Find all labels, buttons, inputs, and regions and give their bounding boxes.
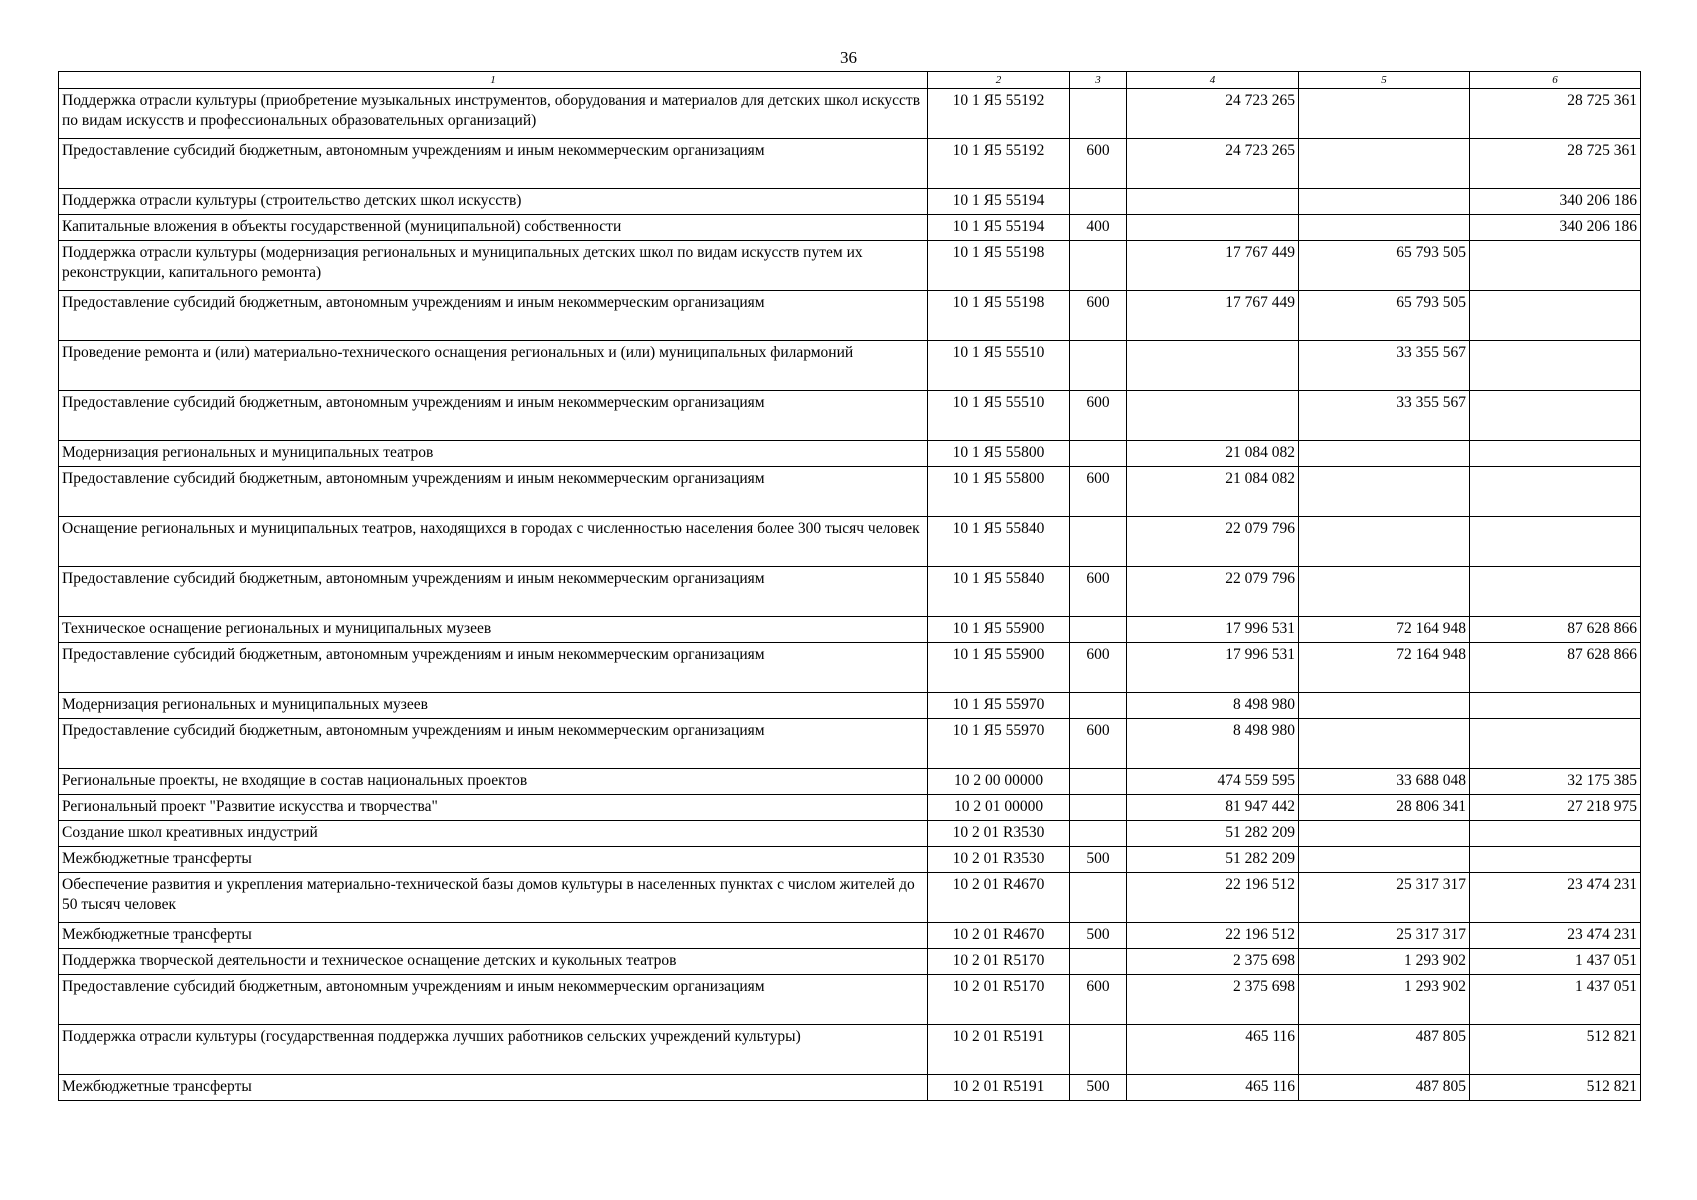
row-amount-3: 23 474 231 bbox=[1470, 923, 1641, 949]
row-name: Межбюджетные трансферты bbox=[59, 1075, 928, 1101]
row-name: Предоставление субсидий бюджетным, автономным учреждениям и иным некоммерческим организациям bbox=[59, 975, 928, 1025]
row-amount-3: 27 218 975 bbox=[1470, 795, 1641, 821]
row-amount-3: 512 821 bbox=[1470, 1075, 1641, 1101]
table-row bbox=[59, 1075, 1641, 1101]
row-code: 10 2 01 R3530 bbox=[928, 847, 1070, 873]
table-row bbox=[59, 189, 1641, 215]
table-row bbox=[59, 391, 1641, 441]
column-header-name: 1 bbox=[59, 72, 928, 89]
row-amount-2 bbox=[1299, 517, 1470, 567]
row-code: 10 1 Я5 55970 bbox=[928, 719, 1070, 769]
row-code: 10 1 Я5 55198 bbox=[928, 241, 1070, 291]
header-row bbox=[59, 72, 1641, 89]
row-amount-2: 65 793 505 bbox=[1299, 241, 1470, 291]
budget-table bbox=[58, 71, 1641, 1101]
row-name: Предоставление субсидий бюджетным, автономным учреждениям и иным некоммерческим организациям bbox=[59, 291, 928, 341]
row-amount-1: 24 723 265 bbox=[1127, 89, 1299, 139]
table-row bbox=[59, 821, 1641, 847]
column-header-amount-2: 5 bbox=[1299, 72, 1470, 89]
table-row bbox=[59, 769, 1641, 795]
row-amount-1: 2 375 698 bbox=[1127, 975, 1299, 1025]
row-amount-3: 1 437 051 bbox=[1470, 949, 1641, 975]
row-amount-1: 8 498 980 bbox=[1127, 719, 1299, 769]
row-amount-1: 21 084 082 bbox=[1127, 441, 1299, 467]
row-expense-type: 600 bbox=[1070, 467, 1127, 517]
table-row bbox=[59, 89, 1641, 139]
row-amount-1 bbox=[1127, 215, 1299, 241]
page-number: 36 bbox=[840, 48, 857, 67]
row-amount-2: 25 317 317 bbox=[1299, 873, 1470, 923]
row-amount-3: 512 821 bbox=[1470, 1025, 1641, 1075]
row-expense-type bbox=[1070, 341, 1127, 391]
row-amount-2: 65 793 505 bbox=[1299, 291, 1470, 341]
row-amount-3 bbox=[1470, 241, 1641, 291]
table-row bbox=[59, 1025, 1641, 1075]
row-code: 10 1 Я5 55840 bbox=[928, 517, 1070, 567]
row-amount-3: 1 437 051 bbox=[1470, 975, 1641, 1025]
row-amount-3: 28 725 361 bbox=[1470, 89, 1641, 139]
row-code: 10 2 01 R5170 bbox=[928, 949, 1070, 975]
row-amount-2: 33 355 567 bbox=[1299, 391, 1470, 441]
table-body bbox=[59, 89, 1641, 1101]
row-amount-2: 33 688 048 bbox=[1299, 769, 1470, 795]
row-amount-3: 23 474 231 bbox=[1470, 873, 1641, 923]
row-code: 10 2 01 00000 bbox=[928, 795, 1070, 821]
row-code: 10 1 Я5 55192 bbox=[928, 89, 1070, 139]
row-amount-2 bbox=[1299, 847, 1470, 873]
table-row bbox=[59, 291, 1641, 341]
row-amount-3 bbox=[1470, 719, 1641, 769]
row-name: Региональный проект "Развитие искусства и творчества" bbox=[59, 795, 928, 821]
row-amount-1: 22 196 512 bbox=[1127, 923, 1299, 949]
column-header-amount-1: 4 bbox=[1127, 72, 1299, 89]
row-name: Межбюджетные трансферты bbox=[59, 847, 928, 873]
row-name: Капитальные вложения в объекты государственной (муниципальной) собственности bbox=[59, 215, 928, 241]
row-expense-type bbox=[1070, 617, 1127, 643]
row-amount-3: 340 206 186 bbox=[1470, 215, 1641, 241]
row-name: Модернизация региональных и муниципальных театров bbox=[59, 441, 928, 467]
row-amount-2 bbox=[1299, 719, 1470, 769]
row-amount-1: 8 498 980 bbox=[1127, 693, 1299, 719]
row-code: 10 1 Я5 55800 bbox=[928, 441, 1070, 467]
table-row bbox=[59, 341, 1641, 391]
row-amount-2 bbox=[1299, 567, 1470, 617]
row-name: Предоставление субсидий бюджетным, автономным учреждениям и иным некоммерческим организациям bbox=[59, 139, 928, 189]
row-code: 10 1 Я5 55900 bbox=[928, 643, 1070, 693]
table-row bbox=[59, 241, 1641, 291]
row-code: 10 1 Я5 55198 bbox=[928, 291, 1070, 341]
row-amount-1 bbox=[1127, 189, 1299, 215]
row-amount-3 bbox=[1470, 391, 1641, 441]
row-code: 10 2 00 00000 bbox=[928, 769, 1070, 795]
table-row bbox=[59, 139, 1641, 189]
row-amount-3: 340 206 186 bbox=[1470, 189, 1641, 215]
row-amount-3 bbox=[1470, 693, 1641, 719]
row-expense-type bbox=[1070, 1025, 1127, 1075]
row-amount-1: 474 559 595 bbox=[1127, 769, 1299, 795]
table-row bbox=[59, 795, 1641, 821]
row-expense-type bbox=[1070, 873, 1127, 923]
row-amount-3: 28 725 361 bbox=[1470, 139, 1641, 189]
row-amount-2: 28 806 341 bbox=[1299, 795, 1470, 821]
row-name: Предоставление субсидий бюджетным, автономным учреждениям и иным некоммерческим организациям bbox=[59, 643, 928, 693]
row-name: Региональные проекты, не входящие в состав национальных проектов bbox=[59, 769, 928, 795]
table-row bbox=[59, 517, 1641, 567]
row-expense-type bbox=[1070, 949, 1127, 975]
row-name: Проведение ремонта и (или) материально-технического оснащения региональных и (или) муниципальных филармоний bbox=[59, 341, 928, 391]
row-expense-type: 600 bbox=[1070, 291, 1127, 341]
row-name: Техническое оснащение региональных и муниципальных музеев bbox=[59, 617, 928, 643]
row-expense-type: 600 bbox=[1070, 139, 1127, 189]
row-expense-type bbox=[1070, 89, 1127, 139]
row-expense-type: 500 bbox=[1070, 1075, 1127, 1101]
row-expense-type: 600 bbox=[1070, 643, 1127, 693]
row-amount-2 bbox=[1299, 821, 1470, 847]
row-amount-2: 25 317 317 bbox=[1299, 923, 1470, 949]
row-amount-3: 87 628 866 bbox=[1470, 643, 1641, 693]
row-amount-2: 72 164 948 bbox=[1299, 643, 1470, 693]
row-expense-type bbox=[1070, 517, 1127, 567]
row-amount-2: 487 805 bbox=[1299, 1075, 1470, 1101]
row-amount-3 bbox=[1470, 517, 1641, 567]
row-amount-3 bbox=[1470, 567, 1641, 617]
row-code: 10 1 Я5 55194 bbox=[928, 189, 1070, 215]
table-row bbox=[59, 215, 1641, 241]
row-code: 10 2 01 R4670 bbox=[928, 923, 1070, 949]
row-amount-1: 22 079 796 bbox=[1127, 517, 1299, 567]
row-amount-3 bbox=[1470, 291, 1641, 341]
row-amount-1: 51 282 209 bbox=[1127, 821, 1299, 847]
row-amount-2 bbox=[1299, 139, 1470, 189]
row-amount-1: 2 375 698 bbox=[1127, 949, 1299, 975]
row-expense-type bbox=[1070, 693, 1127, 719]
row-amount-2 bbox=[1299, 89, 1470, 139]
row-code: 10 1 Я5 55510 bbox=[928, 391, 1070, 441]
row-expense-type: 600 bbox=[1070, 719, 1127, 769]
row-expense-type: 600 bbox=[1070, 975, 1127, 1025]
row-amount-1: 17 767 449 bbox=[1127, 291, 1299, 341]
table-row bbox=[59, 567, 1641, 617]
row-code: 10 1 Я5 55970 bbox=[928, 693, 1070, 719]
row-name: Поддержка отрасли культуры (строительство детских школ искусств) bbox=[59, 189, 928, 215]
row-amount-2: 1 293 902 bbox=[1299, 949, 1470, 975]
row-code: 10 2 01 R5170 bbox=[928, 975, 1070, 1025]
row-amount-1: 17 996 531 bbox=[1127, 643, 1299, 693]
row-amount-1: 22 079 796 bbox=[1127, 567, 1299, 617]
row-name: Поддержка отрасли культуры (приобретение музыкальных инструментов, оборудования и материалов для детских школ искусств по видам искусств и профессиональных образовательных организаций) bbox=[59, 89, 928, 139]
table-row bbox=[59, 975, 1641, 1025]
table-row bbox=[59, 847, 1641, 873]
row-expense-type bbox=[1070, 241, 1127, 291]
row-expense-type: 500 bbox=[1070, 923, 1127, 949]
row-code: 10 2 01 R4670 bbox=[928, 873, 1070, 923]
row-code: 10 2 01 R5191 bbox=[928, 1075, 1070, 1101]
row-name: Поддержка отрасли культуры (модернизация региональных и муниципальных детских школ по видам искусств путем их реконструкции, капитального ремонта) bbox=[59, 241, 928, 291]
row-amount-1 bbox=[1127, 391, 1299, 441]
row-amount-2: 72 164 948 bbox=[1299, 617, 1470, 643]
row-amount-1: 51 282 209 bbox=[1127, 847, 1299, 873]
row-amount-3: 32 175 385 bbox=[1470, 769, 1641, 795]
row-amount-2 bbox=[1299, 441, 1470, 467]
row-amount-1 bbox=[1127, 341, 1299, 391]
row-code: 10 1 Я5 55900 bbox=[928, 617, 1070, 643]
row-amount-2 bbox=[1299, 215, 1470, 241]
row-expense-type: 600 bbox=[1070, 567, 1127, 617]
table-row bbox=[59, 643, 1641, 693]
row-amount-3 bbox=[1470, 341, 1641, 391]
row-expense-type bbox=[1070, 189, 1127, 215]
row-amount-2: 487 805 bbox=[1299, 1025, 1470, 1075]
row-code: 10 2 01 R5191 bbox=[928, 1025, 1070, 1075]
row-name: Обеспечение развития и укрепления материально-технической базы домов культуры в населенных пунктах с числом жителей до 50 тысяч человек bbox=[59, 873, 928, 923]
row-name: Поддержка отрасли культуры (государственная поддержка лучших работников сельских учреждений культуры) bbox=[59, 1025, 928, 1075]
row-expense-type bbox=[1070, 795, 1127, 821]
column-header-type: 3 bbox=[1070, 72, 1127, 89]
row-name: Модернизация региональных и муниципальных музеев bbox=[59, 693, 928, 719]
row-code: 10 1 Я5 55192 bbox=[928, 139, 1070, 189]
row-amount-3: 87 628 866 bbox=[1470, 617, 1641, 643]
table-row bbox=[59, 467, 1641, 517]
table-row bbox=[59, 617, 1641, 643]
row-amount-2: 1 293 902 bbox=[1299, 975, 1470, 1025]
row-amount-3 bbox=[1470, 847, 1641, 873]
row-name: Предоставление субсидий бюджетным, автономным учреждениям и иным некоммерческим организациям bbox=[59, 391, 928, 441]
row-amount-2: 33 355 567 bbox=[1299, 341, 1470, 391]
row-amount-1: 465 116 bbox=[1127, 1025, 1299, 1075]
row-amount-1: 465 116 bbox=[1127, 1075, 1299, 1101]
row-amount-2 bbox=[1299, 189, 1470, 215]
row-name: Предоставление субсидий бюджетным, автономным учреждениям и иным некоммерческим организациям bbox=[59, 467, 928, 517]
row-name: Поддержка творческой деятельности и техническое оснащение детских и кукольных театров bbox=[59, 949, 928, 975]
row-code: 10 1 Я5 55840 bbox=[928, 567, 1070, 617]
table-row bbox=[59, 693, 1641, 719]
row-expense-type: 400 bbox=[1070, 215, 1127, 241]
row-amount-1: 21 084 082 bbox=[1127, 467, 1299, 517]
row-code: 10 1 Я5 55510 bbox=[928, 341, 1070, 391]
column-header-amount-3: 6 bbox=[1470, 72, 1641, 89]
row-code: 10 2 01 R3530 bbox=[928, 821, 1070, 847]
row-name: Межбюджетные трансферты bbox=[59, 923, 928, 949]
table-row bbox=[59, 719, 1641, 769]
row-code: 10 1 Я5 55800 bbox=[928, 467, 1070, 517]
column-header-code: 2 bbox=[928, 72, 1070, 89]
row-amount-1: 24 723 265 bbox=[1127, 139, 1299, 189]
row-expense-type bbox=[1070, 821, 1127, 847]
row-amount-2 bbox=[1299, 467, 1470, 517]
row-amount-3 bbox=[1470, 821, 1641, 847]
table-row bbox=[59, 441, 1641, 467]
row-expense-type: 600 bbox=[1070, 391, 1127, 441]
table-row bbox=[59, 873, 1641, 923]
row-name: Оснащение региональных и муниципальных театров, находящихся в городах с численностью населения более 300 тысяч человек bbox=[59, 517, 928, 567]
row-amount-1: 81 947 442 bbox=[1127, 795, 1299, 821]
row-name: Создание школ креативных индустрий bbox=[59, 821, 928, 847]
table-row bbox=[59, 949, 1641, 975]
row-amount-3 bbox=[1470, 467, 1641, 517]
row-expense-type: 500 bbox=[1070, 847, 1127, 873]
table-row bbox=[59, 923, 1641, 949]
row-amount-2 bbox=[1299, 693, 1470, 719]
row-amount-3 bbox=[1470, 441, 1641, 467]
row-amount-1: 17 767 449 bbox=[1127, 241, 1299, 291]
row-name: Предоставление субсидий бюджетным, автономным учреждениям и иным некоммерческим организациям bbox=[59, 719, 928, 769]
row-expense-type bbox=[1070, 769, 1127, 795]
row-amount-1: 22 196 512 bbox=[1127, 873, 1299, 923]
row-amount-1: 17 996 531 bbox=[1127, 617, 1299, 643]
row-name: Предоставление субсидий бюджетным, автономным учреждениям и иным некоммерческим организациям bbox=[59, 567, 928, 617]
row-expense-type bbox=[1070, 441, 1127, 467]
row-code: 10 1 Я5 55194 bbox=[928, 215, 1070, 241]
